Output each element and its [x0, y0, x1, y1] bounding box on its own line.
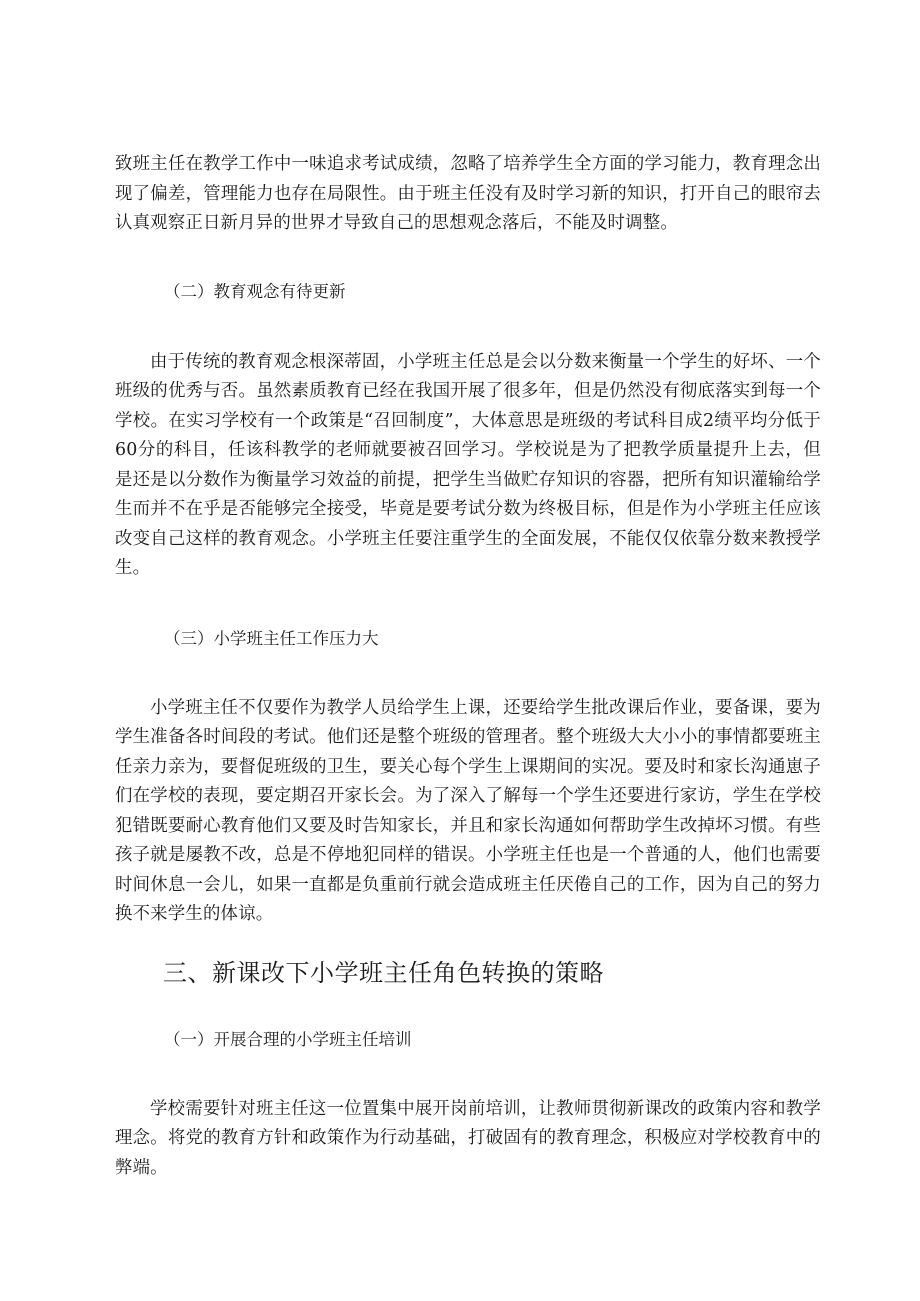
document-page: [115, 150, 821, 1183]
paragraph-training: 学校需要针对班主任这一位置集中展开岗前培训，让教师贯彻新课改的政策内容和教学理念。将党的教育方针和政策作为行动基础，打破固有的教育理念，积极应对学校教育中的弊端。: [115, 1098, 821, 1178]
paragraph-intro: 致班主任在教学工作中一味追求考试成绩，忽略了培养学生全方面的学习能力，教育理念出现了偏差，管理能力也存在局限性。由于班主任没有及时学习新的知识，打开自己的眼帘去认真观察正日新月异的世界才导致自己的思想观念落后，不能及时调整。: [115, 154, 821, 233]
section-heading-strategies: 三、新课改下小学班主任角色转换的策略: [163, 958, 604, 987]
subheading-education-concept: （二）教育观念有待更新: [164, 281, 346, 301]
subheading-training: （一）开展合理的小学班主任培训: [164, 1029, 412, 1049]
subheading-work-pressure: （三）小学班主任工作压力大: [164, 628, 379, 648]
paragraph-education-concept: 由于传统的教育观念根深蒂固，小学班主任总是会以分数来衡量一个学生的好坏、一个班级的优秀与否。虽然素质教育已经在我国开展了很多年，但是仍然没有彻底落实到每一个学校。在实习学校有一个政策是“召回制度”，大体意思是班级的考试科目成2绩平均分低于60分的科目，任该科教学的老师就要被召回学习。学校说是为了把教学质量提升上去，但是还是以分数作为衡量学习效益的前提，把学生当做贮存知识的容器，把所有知识灌输给学生而并不在乎是否能够完全接受，毕竟是要考试分数为终极目标，但是作为小学班主任应该改变自己这样的教育观念。小学班主任要注重学生的全面发展，不能仅仅依靠分数来教授学生。: [115, 351, 821, 578]
paragraph-work-pressure: 小学班主任不仅要作为教学人员给学生上课，还要给学生批改课后作业，要备课，要为学生准备各时间段的考试。他们还是整个班级的管理者。整个班级大大小小的事情都要班主任亲力亲为，要督促班级的卫生，要关心每个学生上课期间的实况。要及时和家长沟通崽子们在学校的表现，要定期召开家长会。为了深入了解每一个学生还要进行家访，学生在学校犯错既要耐心教育他们又要及时告知家长，并且和家长沟通如何帮助学生改掉坏习惯。有些孩子就是屡教不改，总是不停地犯同样的错误。小学班主任也是一个普通的人，他们也需要时间休息一会儿，如果一直都是负重前行就会造成班主任厌倦自己的工作，因为自己的努力换不来学生的体谅。: [115, 697, 821, 924]
